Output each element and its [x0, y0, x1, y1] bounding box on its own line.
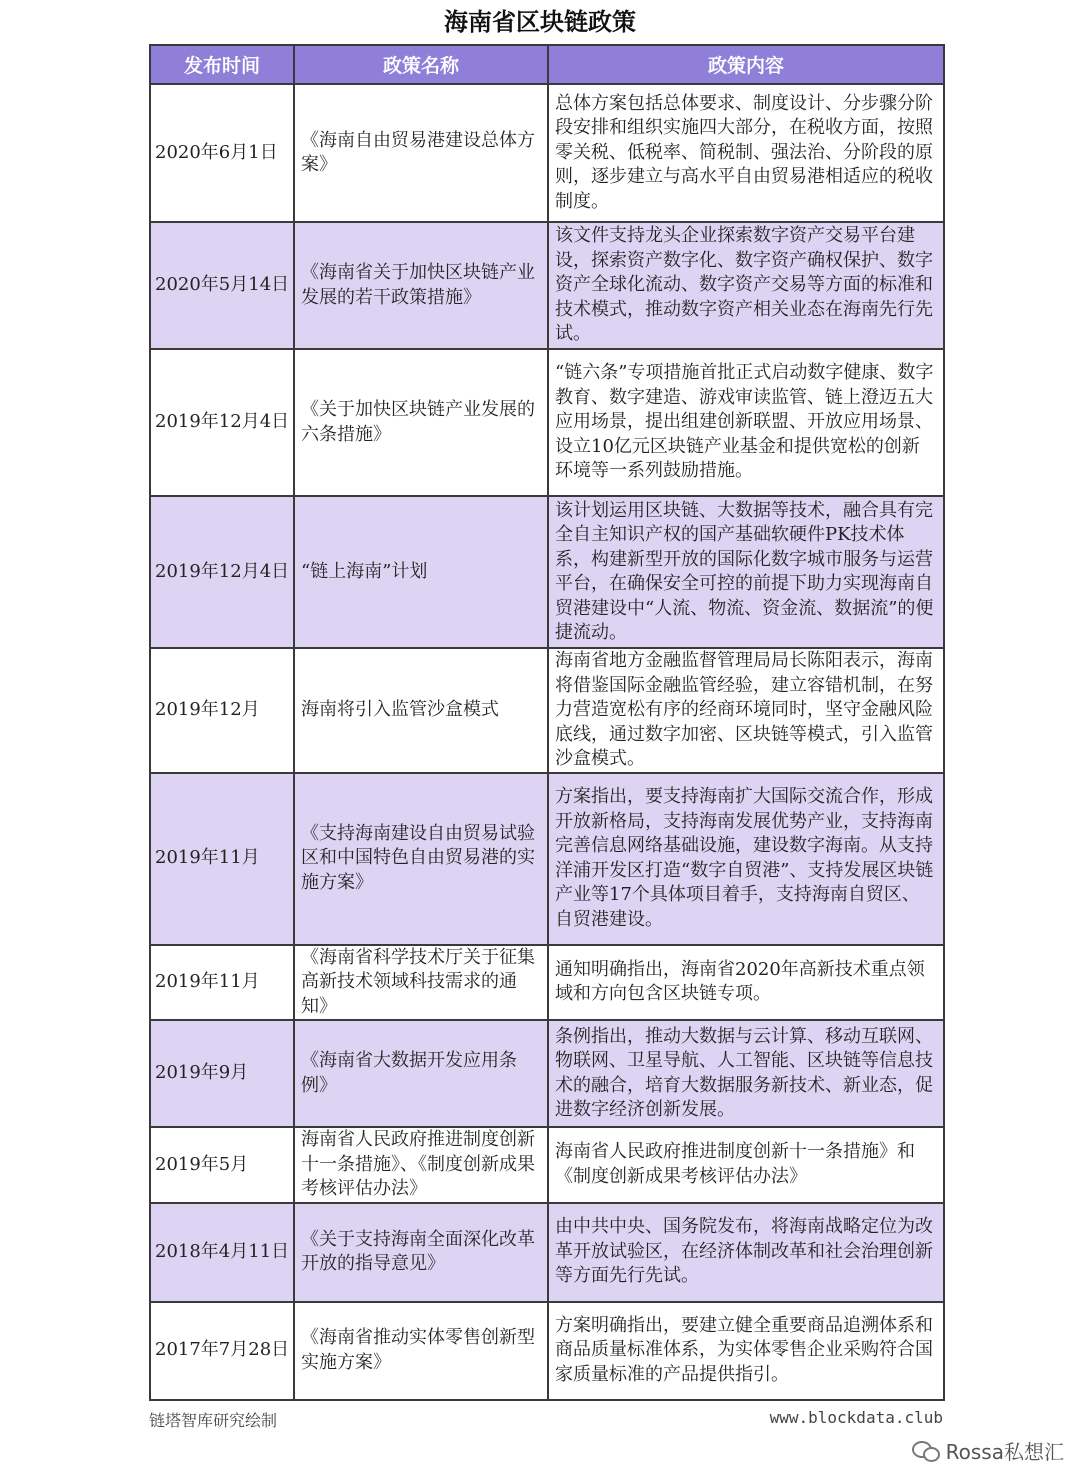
cell-policy-content: 海南省人民政府推进制度创新十一条措施》和《制度创新成果考核评估办法》 [548, 1127, 944, 1203]
cell-date: 2019年12月4日 [150, 349, 294, 496]
cell-policy-name: 《关于支持海南全面深化改革开放的指导意见》 [294, 1203, 548, 1302]
cell-policy-content: 由中共中央、国务院发布，将海南战略定位为改革开放试验区，在经济体制改革和社会治理创新等方面先行先试。 [548, 1203, 944, 1302]
column-header-content: 政策内容 [548, 45, 944, 84]
account-name: Rossa私想汇 [945, 1440, 1064, 1464]
cell-policy-content: 通知明确指出，海南省2020年高新技术重点领域和方向包含区块链专项。 [548, 945, 944, 1021]
policy-table [149, 44, 945, 1401]
cell-date: 2019年12月4日 [150, 496, 294, 648]
cell-date: 2019年9月 [150, 1020, 294, 1127]
cell-date: 2020年5月14日 [150, 222, 294, 349]
cell-policy-content: 该计划运用区块链、大数据等技术，融合具有完全自主知识产权的国产基础软硬件PK技术体系，构建新型开放的国际化数字城市服务与运营平台，在确保安全可控的前提下助力实现海南自贸港建设中“人流、物流、资金流、数据流”的便捷流动。 [548, 496, 944, 648]
cell-policy-content: 条例指出，推动大数据与云计算、移动互联网、物联网、卫星导航、人工智能、区块链等信息技术的融合，培育大数据服务新技术、新业态，促进数字经济创新发展。 [548, 1020, 944, 1127]
cell-policy-content: 该文件支持龙头企业探索数字资产交易平台建设，探索资产数字化、数字资产确权保护、数字资产全球化流动、数字资产交易等方面的标准和技术模式，推动数字资产相关业态在海南先行先试。 [548, 222, 944, 349]
column-header-date: 发布时间 [150, 45, 294, 84]
cell-date: 2019年11月 [150, 945, 294, 1021]
cell-date: 2020年6月1日 [150, 84, 294, 222]
cell-policy-name: 《海南省关于加快区块链产业发展的若干政策措施》 [294, 222, 548, 349]
table-row [150, 84, 944, 222]
cell-policy-name: 海南省人民政府推进制度创新十一条措施》、《制度创新成果考核评估办法》 [294, 1127, 548, 1203]
account-watermark [912, 1436, 1064, 1465]
table-header-row [150, 45, 944, 84]
table-row [150, 496, 944, 648]
cell-policy-name: 《关于加快区块链产业发展的六条措施》 [294, 349, 548, 496]
table-row [150, 1020, 944, 1127]
source-credit: 链塔智库研究绘制 [149, 1411, 278, 1430]
cell-policy-name: “链上海南”计划 [294, 496, 548, 648]
cell-policy-content: 总体方案包括总体要求、制度设计、分步骤分阶段安排和组织实施四大部分，在税收方面，按照零关税、低税率、简税制、强法治、分阶段的原则，逐步建立与高水平自由贸易港相适应的税收制度。 [548, 84, 944, 222]
cell-policy-content: 海南省地方金融监督管理局局长陈阳表示，海南将借鉴国际金融监管经验，建立容错机制，在努力营造宽松有序的经商环境同时，坚守金融风险底线，通过数字加密、区块链等模式，引入监管沙盒模式。 [548, 648, 944, 773]
cell-policy-name: 《支持海南建设自由贸易试验区和中国特色自由贸易港的实施方案》 [294, 773, 548, 945]
cell-policy-name: 《海南省科学技术厅关于征集高新技术领域科技需求的通知》 [294, 945, 548, 1021]
cell-policy-content: 方案指出，要支持海南扩大国际交流合作，形成开放新格局，支持海南发展优势产业，支持海南完善信息网络基础设施，建设数字海南。从支持洋浦开发区打造“数字自贸港”、支持发展区块链产业等17个具体项目着手，支持海南自贸区、自贸港建设。 [548, 773, 944, 945]
table-row [150, 945, 944, 1021]
cell-policy-name: 《海南省推动实体零售创新型实施方案》 [294, 1302, 548, 1400]
table-row [150, 1302, 944, 1400]
cell-policy-name: 海南将引入监管沙盒模式 [294, 648, 548, 773]
table-row [150, 1127, 944, 1203]
cell-policy-name: 《海南自由贸易港建设总体方案》 [294, 84, 548, 222]
table-row [150, 773, 944, 945]
cell-policy-content: “链六条”专项措施首批正式启动数字健康、数字教育、数字建造、游戏审读监管、链上澄迈五大应用场景，提出组建创新联盟、开放应用场景、设立10亿元区块链产业基金和提供宽松的创新环境等一系列鼓励措施。 [548, 349, 944, 496]
table-row [150, 648, 944, 773]
table-row [150, 1203, 944, 1302]
cell-date: 2019年11月 [150, 773, 294, 945]
wechat-icon [912, 1441, 940, 1461]
page-title: 海南省区块链政策 [444, 8, 636, 36]
cell-date: 2018年4月11日 [150, 1203, 294, 1302]
cell-policy-content: 方案明确指出，要建立健全重要商品追溯体系和商品质量标准体系，为实体零售企业采购符合国家质量标准的产品提供指引。 [548, 1302, 944, 1400]
cell-policy-name: 《海南省大数据开发应用条例》 [294, 1020, 548, 1127]
cell-date: 2019年12月 [150, 648, 294, 773]
cell-date: 2017年7月28日 [150, 1302, 294, 1400]
table-row [150, 222, 944, 349]
source-url: www.blockdata.club [769, 1408, 943, 1427]
table-row [150, 349, 944, 496]
cell-date: 2019年5月 [150, 1127, 294, 1203]
column-header-name: 政策名称 [294, 45, 548, 84]
